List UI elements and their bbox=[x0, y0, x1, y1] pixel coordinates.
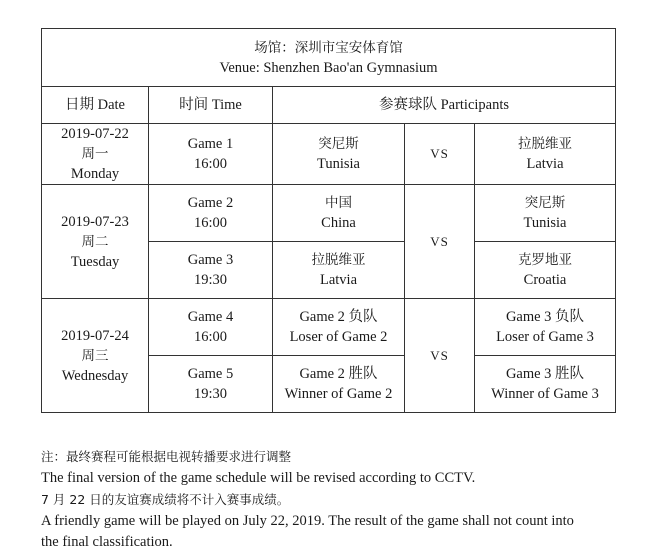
away-team-zh: 拉脱维亚 bbox=[518, 136, 572, 152]
schedule-notes bbox=[41, 446, 631, 554]
game-time-cell bbox=[149, 242, 273, 299]
home-team-zh: 中国 bbox=[325, 195, 352, 211]
home-team-en: Tunisia bbox=[317, 156, 360, 172]
date-cell-2 bbox=[42, 185, 149, 299]
date-value: 2019-07-24 bbox=[61, 327, 129, 344]
away-team-cell bbox=[475, 185, 616, 242]
home-team-zh: Game 2 胜队 bbox=[299, 366, 378, 382]
date-value: 2019-07-23 bbox=[61, 213, 129, 230]
home-team-en: China bbox=[321, 215, 356, 231]
away-team-en: Loser of Game 3 bbox=[496, 329, 594, 345]
away-team-zh: Game 3 负队 bbox=[505, 309, 585, 325]
away-team-en: Tunisia bbox=[523, 215, 567, 231]
game-label: Game 1 bbox=[187, 136, 234, 152]
weekday-en: Tuesday bbox=[70, 253, 120, 270]
venue-zh: 场馆：深圳市宝安体育馆 bbox=[254, 39, 403, 56]
weekday-zh: 周一 bbox=[81, 146, 109, 162]
home-team-cell bbox=[273, 185, 405, 242]
away-team-cell bbox=[475, 356, 616, 413]
home-team-zh: 拉脱维亚 bbox=[311, 252, 366, 268]
game-label: Game 3 bbox=[187, 252, 234, 268]
note-en-2a: A friendly game will be played on July 22, 2019. The result of the game shall not count into bbox=[41, 512, 574, 529]
game-time: 19:30 bbox=[193, 386, 228, 402]
header-date: 日期 Date bbox=[42, 87, 149, 124]
game-time-cell bbox=[149, 356, 273, 413]
header-row bbox=[42, 87, 616, 124]
date-cell-3 bbox=[42, 299, 149, 413]
game-row-2 bbox=[42, 185, 616, 242]
game-label: Game 5 bbox=[187, 366, 234, 382]
venue-row bbox=[42, 29, 616, 87]
venue-en: Venue: Shenzhen Bao'an Gymnasium bbox=[219, 59, 438, 76]
game-time-cell bbox=[149, 185, 273, 242]
game-row-4 bbox=[42, 299, 616, 356]
game-time: 16:00 bbox=[193, 329, 228, 345]
game-row-1 bbox=[42, 124, 616, 185]
away-team-en: Croatia bbox=[523, 272, 567, 288]
weekday-zh: 周二 bbox=[81, 233, 109, 250]
note-zh-1: 注：最终赛程可能根据电视转播要求进行调整 bbox=[41, 449, 292, 464]
date-cell-1 bbox=[42, 124, 149, 185]
home-team-cell bbox=[273, 356, 405, 413]
header-time: 时间 Time bbox=[149, 87, 273, 124]
away-team-zh: 克罗地亚 bbox=[518, 252, 572, 268]
vs-cell: VS bbox=[405, 185, 475, 299]
header-participants: 参赛球队 Participants bbox=[273, 87, 616, 124]
note-en-2b: the final classification. bbox=[41, 534, 173, 550]
away-team-en: Latvia bbox=[526, 156, 564, 172]
date-value: 2019-07-22 bbox=[61, 126, 129, 142]
note-zh-2: 7 月 22 日的友谊赛成绩将不计入赛事成绩。 bbox=[41, 492, 290, 507]
home-team-en: Loser of Game 2 bbox=[289, 329, 388, 345]
game-time-cell bbox=[149, 299, 273, 356]
home-team-cell bbox=[273, 299, 405, 356]
away-team-cell bbox=[475, 242, 616, 299]
game-time: 16:00 bbox=[193, 156, 228, 172]
game-label: Game 2 bbox=[187, 195, 234, 211]
away-team-cell bbox=[475, 124, 616, 185]
home-team-zh: 突尼斯 bbox=[318, 136, 359, 152]
game-time: 16:00 bbox=[193, 215, 228, 231]
venue-cell bbox=[42, 29, 616, 87]
away-team-en: Winner of Game 3 bbox=[491, 386, 599, 402]
home-team-en: Winner of Game 2 bbox=[284, 386, 393, 402]
schedule-table bbox=[41, 28, 616, 413]
away-team-zh: 突尼斯 bbox=[524, 195, 566, 211]
vs-cell: VS bbox=[405, 124, 475, 185]
weekday-en: Monday bbox=[70, 166, 120, 182]
away-team-cell bbox=[475, 299, 616, 356]
vs-cell: VS bbox=[405, 299, 475, 413]
home-team-cell bbox=[273, 124, 405, 185]
weekday-en: Wednesday bbox=[61, 367, 129, 384]
home-team-cell bbox=[273, 242, 405, 299]
home-team-en: Latvia bbox=[319, 272, 358, 288]
home-team-zh: Game 2 负队 bbox=[299, 309, 378, 325]
game-label: Game 4 bbox=[187, 309, 234, 325]
game-time: 19:30 bbox=[193, 272, 228, 288]
weekday-zh: 周三 bbox=[81, 347, 109, 364]
game-time-cell bbox=[149, 124, 273, 185]
away-team-zh: Game 3 胜队 bbox=[505, 366, 585, 382]
note-en-1: The final version of the game schedule will be revised according to CCTV. bbox=[41, 469, 476, 486]
